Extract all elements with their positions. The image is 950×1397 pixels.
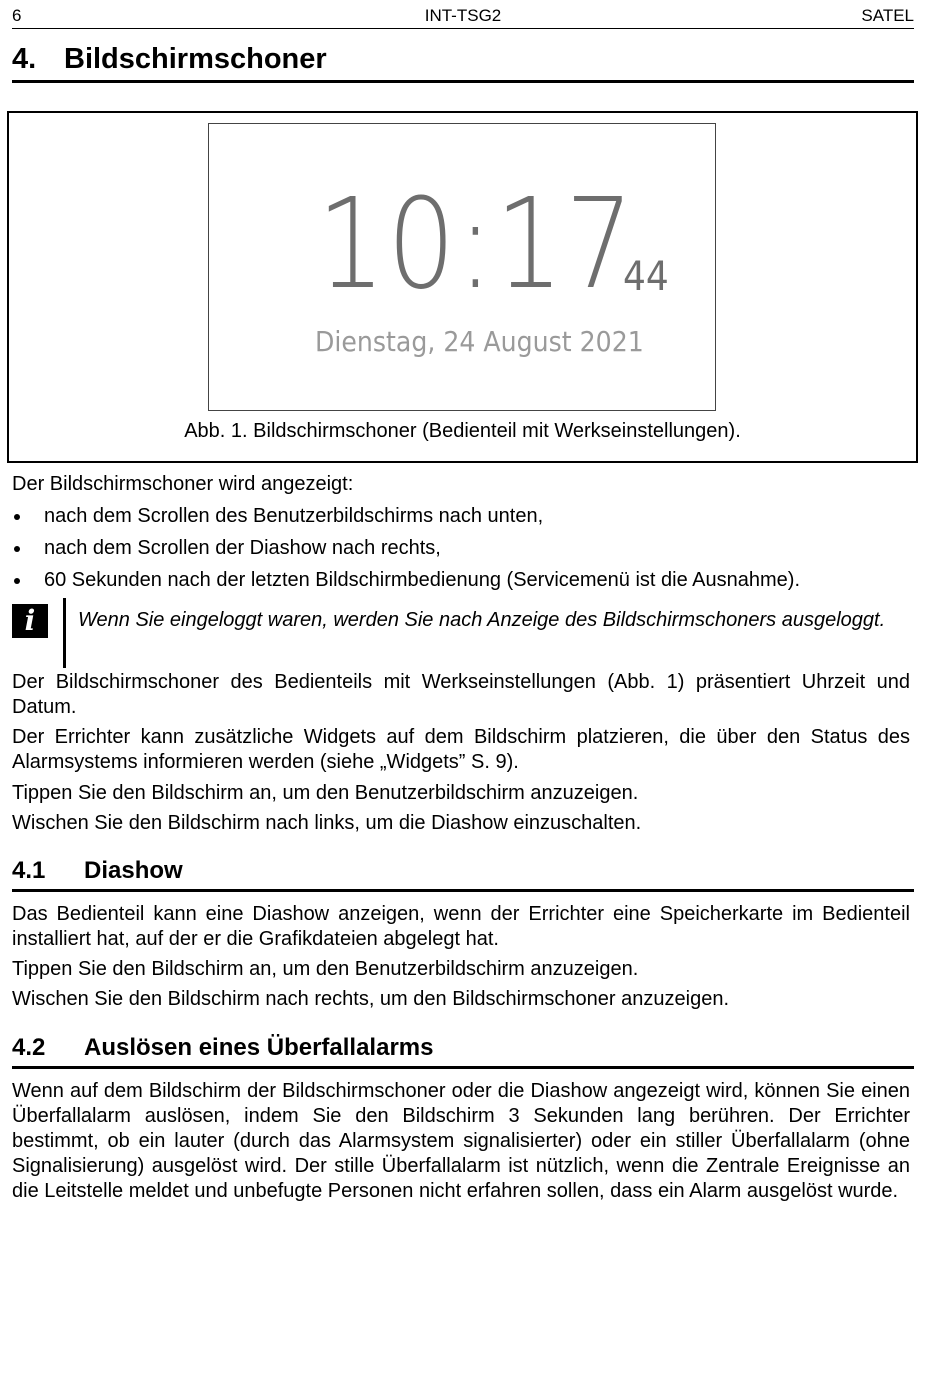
bullet-list <box>12 504 910 600</box>
clock-time: 10:17 <box>317 172 636 317</box>
list-item-text: nach dem Scrollen der Diashow nach rechts, <box>44 537 441 559</box>
bullet-icon <box>14 578 20 584</box>
brand-name: SATEL <box>861 6 914 25</box>
section-title: Diashow <box>84 857 183 884</box>
section-number: 4.2 <box>12 1034 46 1061</box>
clock-date: Dienstag, 24 August 2021 <box>315 325 644 358</box>
paragraph: Tippen Sie den Bildschirm an, um den Benutzerbildschirm anzuzeigen. <box>12 782 639 804</box>
figure-frame <box>7 111 918 463</box>
info-note <box>12 598 910 668</box>
section-heading-4-2 <box>12 1033 914 1069</box>
paragraph: Wischen Sie den Bildschirm nach rechts, um den Bildschirmschoner anzuzeigen. <box>12 988 730 1010</box>
paragraph: Der Errichter kann zusätzliche Widgets auf dem Bildschirm platzieren, die über den Status des Alarmsystems informieren werden (siehe „Widgets” S. 9). <box>12 726 910 773</box>
chapter-title-text: Bildschirmschoner <box>64 43 327 75</box>
list-item-text: 60 Sekunden nach der letzten Bildschirmbedienung (Servicemenü ist die Ausnahme). <box>44 569 800 591</box>
paragraph: Tippen Sie den Bildschirm an, um den Benutzerbildschirm anzuzeigen. <box>12 958 639 980</box>
list-item <box>12 568 910 600</box>
section-heading-4-1 <box>12 856 914 892</box>
page-number: 6 <box>12 6 22 25</box>
list-item <box>12 504 910 536</box>
bullet-icon <box>14 546 20 552</box>
document-name: INT-TSG2 <box>424 6 502 25</box>
bullet-icon <box>14 514 20 520</box>
screensaver-screenshot <box>208 123 716 411</box>
paragraph: Wischen Sie den Bildschirm nach links, um die Diashow einzuschalten. <box>12 812 642 834</box>
section-title: Auslösen eines Überfallalarms <box>84 1034 434 1061</box>
figure-caption: Abb. 1. Bildschirmschoner (Bedienteil mit Werkseinstellungen). <box>184 420 741 442</box>
note-divider <box>63 598 66 668</box>
running-header <box>12 4 914 29</box>
list-item-text: nach dem Scrollen des Benutzerbildschirms nach unten, <box>44 505 544 527</box>
chapter-title <box>12 40 914 83</box>
list-item <box>12 536 910 568</box>
paragraph: Das Bedienteil kann eine Diashow anzeigen, wenn der Errichter eine Speicherkarte im Bedienteil installiert hat, auf der er die Grafikdateien abgelegt hat. <box>12 903 910 950</box>
note-text: Wenn Sie eingeloggt waren, werden Sie nach Anzeige des Bildschirmschoners ausgeloggt. <box>78 609 886 631</box>
section-number: 4.1 <box>12 857 46 884</box>
intro-paragraph: Der Bildschirmschoner wird angezeigt: <box>12 473 354 495</box>
info-icon: i <box>12 604 48 638</box>
clock-seconds: 44 <box>623 254 669 300</box>
paragraph: Wenn auf dem Bildschirm der Bildschirmschoner oder die Diashow angezeigt wird, können Sie einen Überfallalarm auslösen, indem Sie den Bildschirm 3 Sekunden lang berühren. Der Errichter bestimmt, ob ein lauter (durch das Alarmsystem signalisierter) oder ein stiller Überfallalarm (ohne Signalisierung) ausgelöst wird. Der stille Überfallalarm ist nützlich, wenn die Zentrale Ereignisse an die Leitstelle meldet und unbefugte Personen nicht erfahren sollen, dass ein Alarm ausgelöst wurde. <box>12 1080 910 1202</box>
chapter-number: 4. <box>12 43 37 75</box>
paragraph: Der Bildschirmschoner des Bedienteils mit Werkseinstellungen (Abb. 1) präsentiert Uhrzeit und Datum. <box>12 671 910 718</box>
